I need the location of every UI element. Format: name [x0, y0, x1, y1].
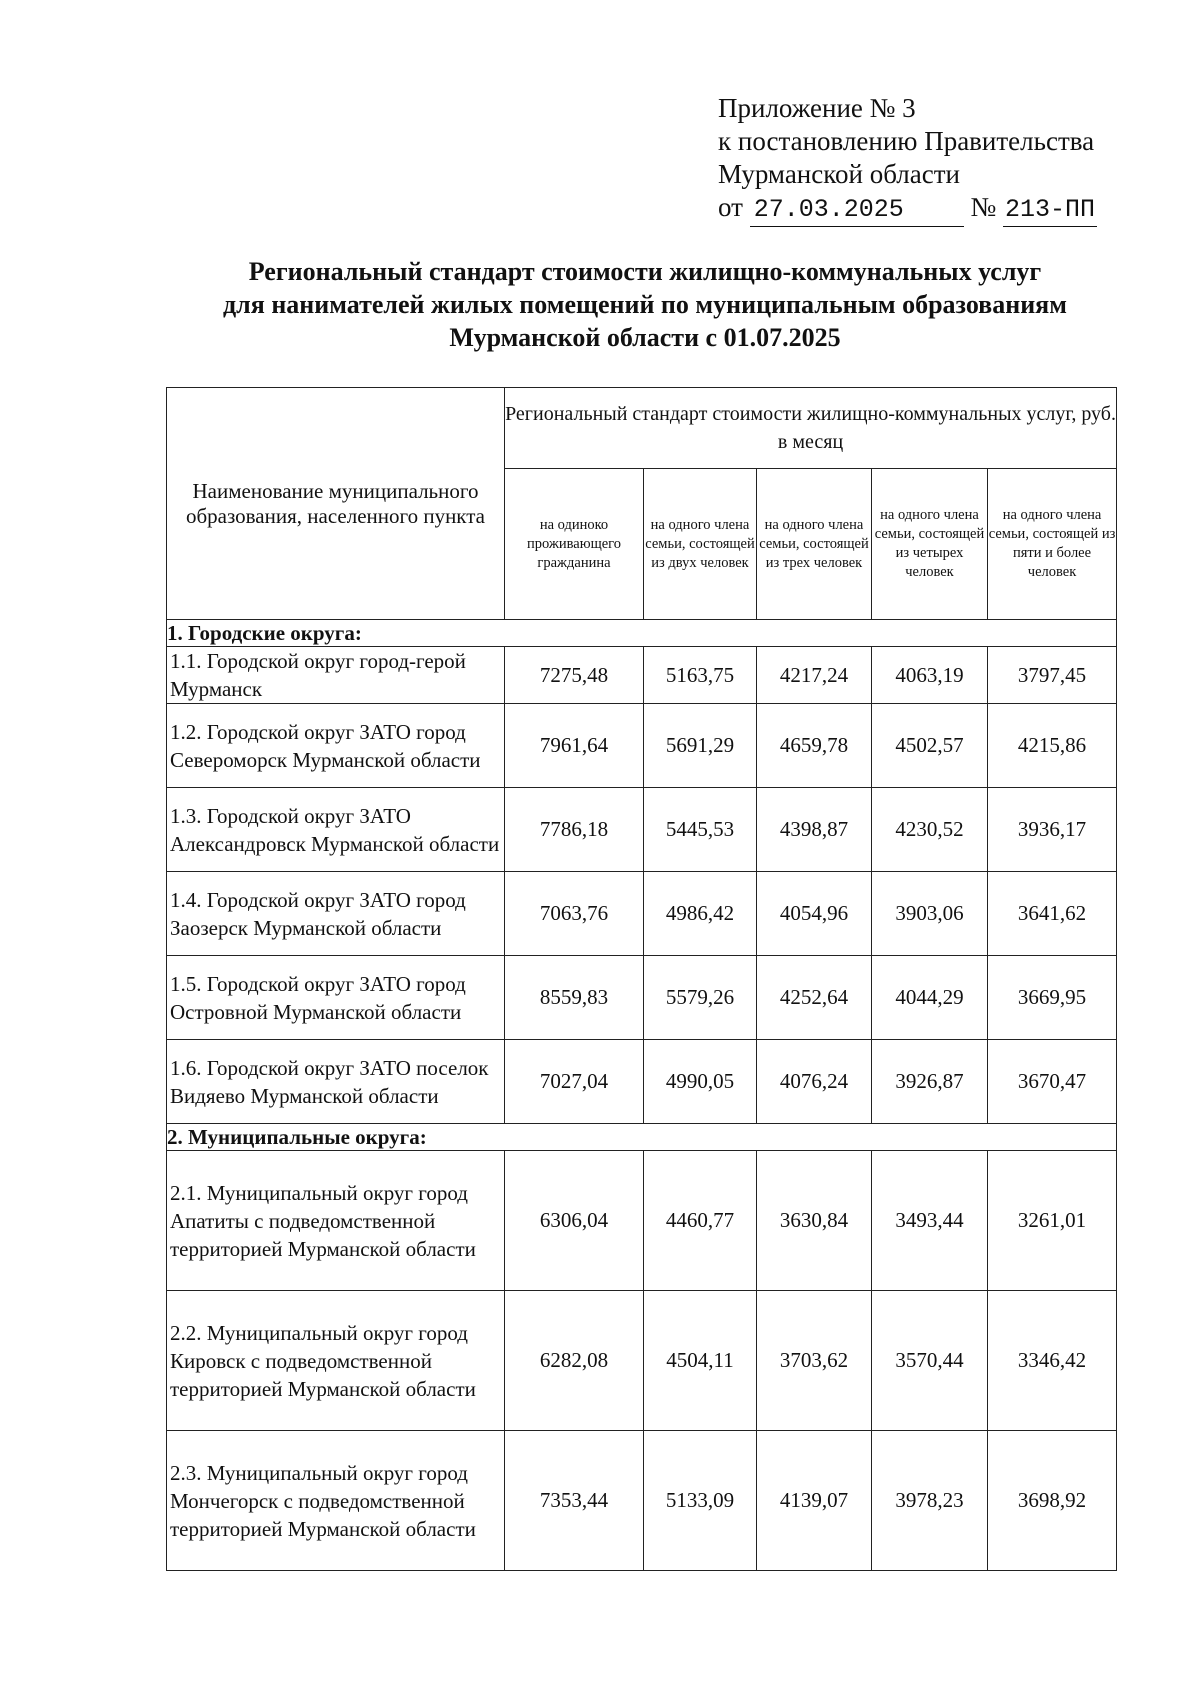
- table-row: [167, 1040, 1117, 1124]
- title-line: для нанимателей жилых помещений по муниципальным образованиям: [223, 290, 1067, 319]
- value-cell: 5691,29: [644, 704, 757, 788]
- value-cell: 3926,87: [872, 1040, 988, 1124]
- value-cell: 3641,62: [988, 872, 1117, 956]
- row-name: 2.1. Муниципальный округ город Апатиты с подведомственной территорией Мурманской области: [167, 1151, 505, 1291]
- value-cell: 8559,83: [505, 956, 644, 1040]
- value-cell: 7786,18: [505, 788, 644, 872]
- row-name: 1.3. Городской округ ЗАТО Александровск Мурманской области: [167, 788, 505, 872]
- value-cell: 3261,01: [988, 1151, 1117, 1291]
- value-cell: 4054,96: [757, 872, 872, 956]
- section-row: [167, 1124, 1117, 1151]
- value-cell: 4990,05: [644, 1040, 757, 1124]
- value-cell: 4076,24: [757, 1040, 872, 1124]
- appendix-line: к постановлению Правительства: [718, 126, 1095, 156]
- header-column: на одного члена семьи, состоящей из пяти и более человек: [988, 469, 1117, 620]
- table-header: [167, 388, 1117, 620]
- appendix-date-line: [718, 191, 1158, 227]
- table-row: [167, 872, 1117, 956]
- header-column: на одного члена семьи, состоящей из четырех человек: [872, 469, 988, 620]
- value-cell: 3797,45: [988, 647, 1117, 704]
- value-cell: 4217,24: [757, 647, 872, 704]
- value-cell: 3670,47: [988, 1040, 1117, 1124]
- row-name: 2.2. Муниципальный округ город Кировск с подведомственной территорией Мурманской области: [167, 1291, 505, 1431]
- value-cell: 5133,09: [644, 1431, 757, 1571]
- value-cell: 4230,52: [872, 788, 988, 872]
- value-cell: 7353,44: [505, 1431, 644, 1571]
- header-column: на одного члена семьи, состоящей из двух человек: [644, 469, 757, 620]
- value-cell: 4139,07: [757, 1431, 872, 1571]
- value-cell: 7961,64: [505, 704, 644, 788]
- table-row: [167, 1151, 1117, 1291]
- value-cell: 7027,04: [505, 1040, 644, 1124]
- section-title: 2. Муниципальные округа:: [167, 1124, 1117, 1151]
- row-name: 1.2. Городской округ ЗАТО город Североморск Мурманской области: [167, 704, 505, 788]
- row-name: 1.1. Городской округ город-герой Мурманск: [167, 647, 505, 704]
- value-cell: 5579,26: [644, 956, 757, 1040]
- row-name: 1.5. Городской округ ЗАТО город Островной Мурманской области: [167, 956, 505, 1040]
- header-name: Наименование муниципального образования, населенного пункта: [167, 388, 505, 620]
- value-cell: 7063,76: [505, 872, 644, 956]
- value-cell: 4215,86: [988, 704, 1117, 788]
- value-cell: 3903,06: [872, 872, 988, 956]
- decree-number: 213-ПП: [1003, 193, 1097, 227]
- value-cell: 3570,44: [872, 1291, 988, 1431]
- title-line: Мурманской области с 01.07.2025: [449, 323, 841, 352]
- cost-standard-table: [166, 387, 1117, 1571]
- number-prefix: №: [970, 192, 997, 222]
- appendix-line: Мурманской области: [718, 159, 960, 189]
- value-cell: 4502,57: [872, 704, 988, 788]
- table-row: [167, 704, 1117, 788]
- header-column: на одиноко проживающего гражданина: [505, 469, 644, 620]
- appendix-line: Приложение № 3: [718, 93, 916, 123]
- value-cell: 6306,04: [505, 1151, 644, 1291]
- row-name: 1.4. Городской округ ЗАТО город Заозерск Мурманской области: [167, 872, 505, 956]
- value-cell: 3493,44: [872, 1151, 988, 1291]
- value-cell: 3698,92: [988, 1431, 1117, 1571]
- value-cell: 4504,11: [644, 1291, 757, 1431]
- value-cell: 4044,29: [872, 956, 988, 1040]
- table-row: [167, 956, 1117, 1040]
- value-cell: 3346,42: [988, 1291, 1117, 1431]
- row-name: 1.6. Городской округ ЗАТО поселок Видяево Мурманской области: [167, 1040, 505, 1124]
- value-cell: 4252,64: [757, 956, 872, 1040]
- decree-date: 27.03.2025: [750, 193, 964, 227]
- value-cell: 4986,42: [644, 872, 757, 956]
- value-cell: 4460,77: [644, 1151, 757, 1291]
- value-cell: 3669,95: [988, 956, 1117, 1040]
- section-title: 1. Городские округа:: [167, 620, 1117, 647]
- title-line: Региональный стандарт стоимости жилищно-коммунальных услуг: [248, 257, 1042, 286]
- document-title: [150, 255, 1140, 354]
- value-cell: 4398,87: [757, 788, 872, 872]
- table-row: [167, 647, 1117, 704]
- table-row: [167, 1291, 1117, 1431]
- value-cell: 3936,17: [988, 788, 1117, 872]
- header-group: Региональный стандарт стоимости жилищно-коммунальных услуг, руб. в месяц: [505, 388, 1117, 469]
- value-cell: 7275,48: [505, 647, 644, 704]
- value-cell: 4063,19: [872, 647, 988, 704]
- date-prefix: от: [718, 192, 743, 222]
- value-cell: 3630,84: [757, 1151, 872, 1291]
- value-cell: 5163,75: [644, 647, 757, 704]
- row-name: 2.3. Муниципальный округ город Мончегорск с подведомственной территорией Мурманской области: [167, 1431, 505, 1571]
- table-body: [167, 620, 1117, 1571]
- value-cell: 6282,08: [505, 1291, 644, 1431]
- value-cell: 3703,62: [757, 1291, 872, 1431]
- section-row: [167, 620, 1117, 647]
- table-row: [167, 1431, 1117, 1571]
- appendix-block: [718, 92, 1158, 227]
- value-cell: 4659,78: [757, 704, 872, 788]
- value-cell: 3978,23: [872, 1431, 988, 1571]
- value-cell: 5445,53: [644, 788, 757, 872]
- table-row: [167, 788, 1117, 872]
- header-column: на одного члена семьи, состоящей из трех человек: [757, 469, 872, 620]
